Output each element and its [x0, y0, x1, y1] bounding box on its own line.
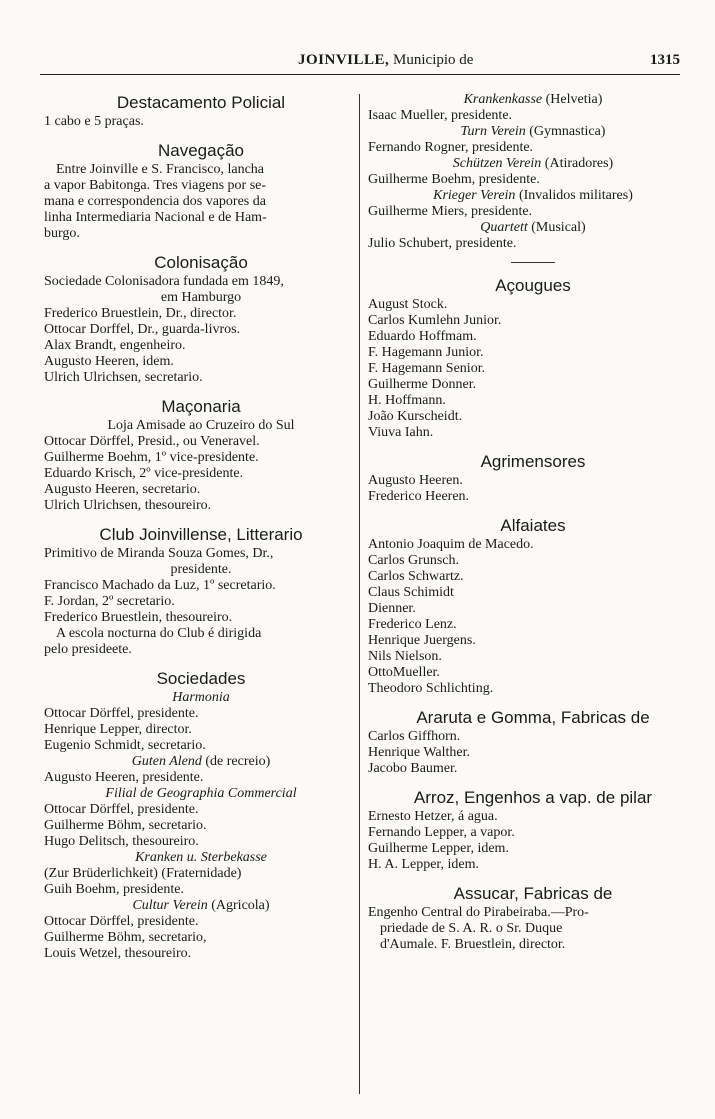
text-line: Carlos Grunsch.	[368, 553, 459, 568]
page-number: 1315	[650, 52, 680, 68]
text-line: Augusto Heeren, presidente.	[44, 770, 204, 785]
section-heading: Club Joinvillense, Litterario	[99, 525, 303, 544]
section-agrimensores	[368, 451, 698, 505]
text-line: Louis Wetzel, thesoureiro.	[44, 946, 192, 961]
text-line: Frederico Heeren.	[368, 489, 470, 504]
society-title: Krieger Verein (Invalidos militares)	[433, 188, 633, 203]
society-title: Kranken u. Sterbekasse	[135, 850, 267, 865]
text-line: Primitivo de Miranda Souza Gomes, Dr.,	[44, 546, 274, 561]
section-sociedades	[44, 668, 358, 962]
society-title: Harmonia	[172, 690, 230, 705]
text-line: pelo presideete.	[44, 642, 132, 657]
section-assucar	[368, 883, 698, 953]
text-line: Loja Amisade ao Cruzeiro do Sul	[107, 418, 295, 433]
text-line: Guilherme Miers, presidente.	[368, 204, 533, 219]
column-divider	[359, 94, 360, 1094]
text-line: em Hamburgo	[160, 290, 242, 305]
text-line: Ulrich Ulrichsen, thesoureiro.	[44, 498, 212, 513]
text-line: Ernesto Hetzer, á agua.	[368, 809, 498, 824]
section-heading: Assucar, Fabricas de	[453, 884, 613, 903]
section-heading: Arroz, Engenhos a vap. de pilar	[413, 788, 653, 807]
section-heading: Colonisação	[154, 253, 248, 272]
text-line: Hugo Delitsch, thesoureiro.	[44, 834, 199, 849]
text-line: August Stock.	[368, 297, 448, 312]
text-line: H. Hoffmann.	[368, 393, 446, 408]
text-line: (Zur Brüderlichkeit) (Fraternidade)	[44, 866, 242, 881]
text-line: Ottocar Dörffel, Presid., ou Veneravel.	[44, 434, 260, 449]
section-heading: Sociedades	[156, 669, 246, 688]
text-line: Frederico Lenz.	[368, 617, 457, 632]
section-arroz	[368, 787, 698, 873]
running-header	[40, 48, 680, 75]
text-line: Henrique Lepper, director.	[44, 722, 192, 737]
section-heading: Navegação	[157, 141, 244, 160]
text-line: Carlos Giffhorn.	[368, 729, 461, 744]
section-araruta	[368, 707, 698, 777]
text-line: Ottocar Dorffel, Dr., guarda-livros.	[44, 322, 241, 337]
text-line: Frederico Bruestlein, Dr., director.	[44, 306, 237, 321]
section-alfaiates	[368, 515, 698, 697]
society-title: Krankenkasse (Helvetia)	[463, 92, 603, 107]
text-line: Guilherme Böhm, secretario,	[44, 930, 207, 945]
text-line: mana e correspondencia dos vapores da	[44, 194, 266, 209]
text-line: Sociedade Colonisadora fundada em 1849,	[44, 274, 284, 289]
text-line: Viuva Iahn.	[368, 425, 434, 440]
text-line: Guilherme Lepper, idem.	[368, 841, 509, 856]
text-line: burgo.	[44, 226, 80, 241]
text-line: Guilherme Boehm, presidente.	[368, 172, 540, 187]
society-title: Turn Verein (Gymnastica)	[460, 124, 606, 139]
text-line: Augusto Heeren, idem.	[44, 354, 174, 369]
section-heading: Araruta e Gomma, Fabricas de	[416, 708, 650, 727]
text-line: Ottocar Dörffel, presidente.	[44, 706, 199, 721]
text-line: Carlos Kumlehn Junior.	[368, 313, 502, 328]
text-line: Engenho Central do Pirabeiraba.—Pro-	[368, 905, 589, 920]
text-line: Francisco Machado da Luz, 1º secretario.	[44, 578, 276, 593]
text-line: Jacobo Baumer.	[368, 761, 458, 776]
section-heading: Maçonaria	[161, 397, 241, 416]
text-line: presidente.	[170, 562, 232, 577]
text-line: Theodoro Schlichting.	[368, 681, 494, 696]
text-line: Fernando Lepper, a vapor.	[368, 825, 515, 840]
text-line: Augusto Heeren.	[368, 473, 463, 488]
section-club	[44, 524, 358, 658]
text-line: Entre Joinville e S. Francisco, lancha	[56, 162, 264, 177]
text-line: Augusto Heeren, secretario.	[44, 482, 201, 497]
text-line: F. Jordan, 2º secretario.	[44, 594, 175, 609]
text-line: linha Intermediaria Nacional e de Ham-	[44, 210, 267, 225]
text-line: F. Hagemann Senior.	[368, 361, 486, 376]
text-line: Henrique Walther.	[368, 745, 471, 760]
text-line: OttoMueller.	[368, 665, 440, 680]
text-line: a vapor Babitonga. Tres viagens por se-	[44, 178, 267, 193]
text-line: Guilherme Donner.	[368, 377, 477, 392]
section-heading: Alfaiates	[500, 516, 566, 535]
section-heading: Destacamento Policial	[116, 93, 286, 112]
text-line: Guih Boehm, presidente.	[44, 882, 184, 897]
text-line: Eugenio Schmidt, secretario.	[44, 738, 206, 753]
text-line: Henrique Juergens.	[368, 633, 476, 648]
section-navegacao	[44, 140, 358, 242]
text-line: d'Aumale. F. Bruestlein, director.	[380, 937, 566, 952]
text-line: Antonio Joaquim de Macedo.	[368, 537, 534, 552]
text-line: H. A. Lepper, idem.	[368, 857, 480, 872]
header-title: JOINVILLE,	[298, 52, 390, 68]
text-line: 1 cabo e 5 praças.	[44, 114, 144, 129]
text-line: Isaac Mueller, presidente.	[368, 108, 513, 123]
running-title	[298, 52, 473, 69]
left-column	[44, 92, 358, 962]
section-separator	[511, 262, 555, 263]
section-heading: Açougues	[495, 276, 571, 295]
text-line: Guilherme Boehm, 1º vice-presidente.	[44, 450, 259, 465]
text-line: F. Hagemann Junior.	[368, 345, 484, 360]
section-maconaria	[44, 396, 358, 514]
text-line: A escola nocturna do Club é dirigida	[56, 626, 262, 641]
text-line: Carlos Schwartz.	[368, 569, 464, 584]
text-line: Guilherme Böhm, secretario.	[44, 818, 207, 833]
society-title: Quartett (Musical)	[480, 220, 586, 235]
text-line: Alax Brandt, engenheiro.	[44, 338, 186, 353]
section-societies-continued	[368, 92, 698, 263]
text-line: Ottocar Dörffel, presidente.	[44, 914, 199, 929]
text-line: Nils Nielson.	[368, 649, 442, 664]
section-colonisacao	[44, 252, 358, 386]
text-line: Claus Schimidt	[368, 585, 454, 600]
text-line: priedade de S. A. R. o Sr. Duque	[380, 921, 563, 936]
section-acougues	[368, 275, 698, 441]
text-line: Eduardo Hoffmam.	[368, 329, 477, 344]
header-subtitle: Municipio de	[393, 52, 474, 68]
text-line: Dienner.	[368, 601, 416, 616]
right-column	[368, 92, 698, 953]
text-line: Ulrich Ulrichsen, secretario.	[44, 370, 203, 385]
section-heading: Agrimensores	[480, 452, 586, 471]
text-line: Julio Schubert, presidente.	[368, 236, 517, 251]
text-line: João Kurscheidt.	[368, 409, 463, 424]
section-destacamento	[44, 92, 358, 130]
society-title: Guten Alend (de recreio)	[131, 754, 271, 769]
text-line: Eduardo Krisch, 2º vice-presidente.	[44, 466, 244, 481]
text-line: Fernando Rogner, presidente.	[368, 140, 534, 155]
text-line: Frederico Bruestlein, thesoureiro.	[44, 610, 233, 625]
society-title: Schützen Verein (Atiradores)	[452, 156, 614, 171]
society-title: Filial de Geographia Commercial	[105, 786, 297, 801]
society-title: Cultur Verein (Agricola)	[132, 898, 270, 913]
text-line: Ottocar Dörffel, presidente.	[44, 802, 199, 817]
